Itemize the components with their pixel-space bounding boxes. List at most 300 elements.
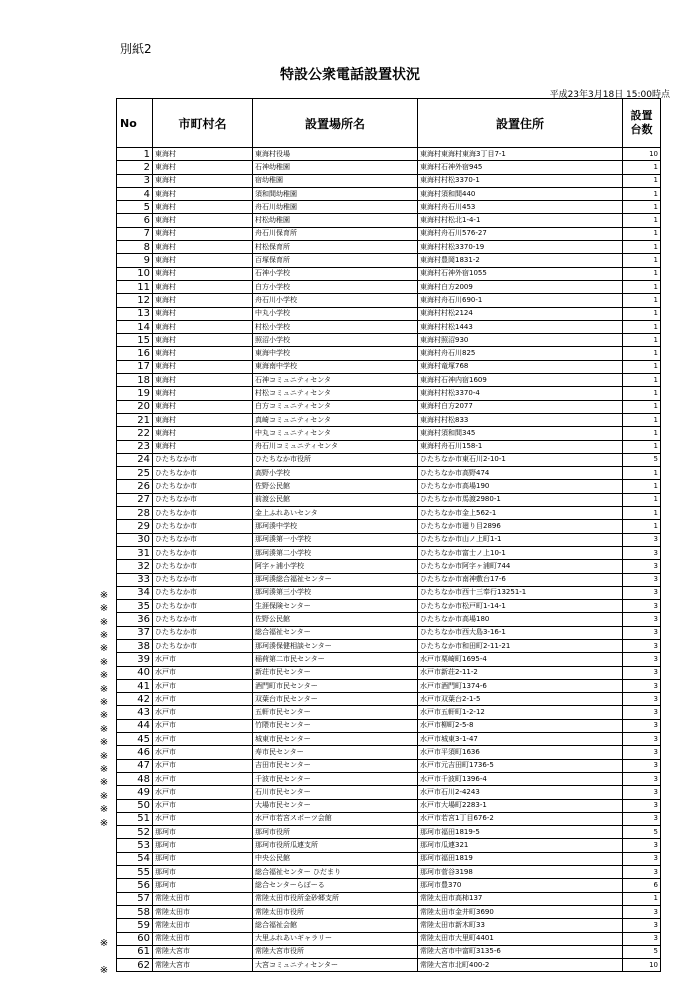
row-address: ひたちなか市西十三奉行13251-1 [418, 586, 623, 599]
row-municipality: 東海村 [153, 187, 253, 200]
row-location: 大宮コミュニティセンター [253, 959, 418, 972]
row-location: 五軒市民センター [253, 706, 418, 719]
row-note-mark [95, 308, 113, 321]
row-note-mark [95, 388, 113, 401]
row-count: 1 [623, 347, 661, 360]
table-row [117, 360, 661, 373]
row-note-mark: ※ [99, 763, 109, 775]
row-municipality: 東海村 [153, 280, 253, 293]
table-row [117, 493, 661, 506]
row-note-mark [95, 549, 113, 562]
row-location: 那珂湊中学校 [253, 520, 418, 533]
table-row [117, 719, 661, 732]
table-row [117, 347, 661, 360]
row-municipality: 東海村 [153, 347, 253, 360]
row-count: 1 [623, 214, 661, 227]
row-address: 東海村舟石川825 [418, 347, 623, 360]
row-note-mark: ※ [99, 737, 109, 749]
table-row [117, 467, 661, 480]
row-no: 40 [117, 666, 153, 679]
row-address: 東海村舟石川576-27 [418, 227, 623, 240]
table-row [117, 453, 661, 466]
row-note-mark [95, 428, 113, 441]
row-municipality: 東海村 [153, 201, 253, 214]
row-municipality: 水戸市 [153, 799, 253, 812]
table-row [117, 866, 661, 879]
row-municipality: ひたちなか市 [153, 613, 253, 626]
installation-table [116, 98, 661, 972]
row-count: 1 [623, 440, 661, 453]
row-address: 常陸太田市高柿137 [418, 892, 623, 905]
row-location: 大場市民センター [253, 799, 418, 812]
row-address: ひたちなか市西大島3-16-1 [418, 626, 623, 639]
row-count: 1 [623, 227, 661, 240]
table-row [117, 812, 661, 825]
row-count: 3 [623, 693, 661, 706]
row-count: 1 [623, 307, 661, 320]
row-municipality: 東海村 [153, 374, 253, 387]
row-no: 2 [117, 161, 153, 174]
row-address: 那珂市豊370 [418, 879, 623, 892]
row-address: 東海村豊岡1831-2 [418, 254, 623, 267]
row-address: ひたちなか市高野474 [418, 467, 623, 480]
row-address: 水戸市大場町2283-1 [418, 799, 623, 812]
table-row [117, 932, 661, 945]
row-municipality: 東海村 [153, 360, 253, 373]
table-row [117, 706, 661, 719]
row-note-mark [95, 227, 113, 240]
row-count: 3 [623, 613, 661, 626]
row-location: 舟石川幼稚園 [253, 201, 418, 214]
header-no: No [117, 99, 153, 148]
row-municipality: 水戸市 [153, 653, 253, 666]
row-note-mark [95, 361, 113, 374]
row-note-mark [95, 415, 113, 428]
row-no: 19 [117, 387, 153, 400]
row-count: 3 [623, 653, 661, 666]
row-count: 1 [623, 294, 661, 307]
row-location: 前渡公民館 [253, 493, 418, 506]
row-count: 1 [623, 187, 661, 200]
row-address: 那珂市福田1819-5 [418, 826, 623, 839]
row-count: 1 [623, 280, 661, 293]
row-municipality: 水戸市 [153, 746, 253, 759]
row-address: ひたちなか市高場190 [418, 480, 623, 493]
row-note-mark [95, 254, 113, 267]
row-no: 30 [117, 533, 153, 546]
row-municipality: 東海村 [153, 214, 253, 227]
row-municipality: 東海村 [153, 267, 253, 280]
row-address: ひたちなか市東石川2-10-1 [418, 453, 623, 466]
row-address: 那珂市福田1819 [418, 852, 623, 865]
table-row [117, 387, 661, 400]
table-row [117, 679, 661, 692]
row-municipality: 那珂市 [153, 852, 253, 865]
row-location: 村松保育所 [253, 241, 418, 254]
row-note-mark [95, 160, 113, 173]
row-municipality: 水戸市 [153, 733, 253, 746]
row-municipality: ひたちなか市 [153, 600, 253, 613]
row-no: 33 [117, 573, 153, 586]
row-no: 21 [117, 413, 153, 426]
row-count: 3 [623, 919, 661, 932]
row-location: 生涯保険センター [253, 600, 418, 613]
table-row [117, 826, 661, 839]
table-row [117, 905, 661, 918]
row-no: 35 [117, 600, 153, 613]
row-location: 石神小学校 [253, 267, 418, 280]
table-row [117, 214, 661, 227]
row-note-mark [95, 522, 113, 535]
row-address: 水戸市城東3-1-47 [418, 733, 623, 746]
row-count: 1 [623, 334, 661, 347]
row-no: 56 [117, 879, 153, 892]
row-location: 百塚保育所 [253, 254, 418, 267]
row-no: 34 [117, 586, 153, 599]
table-row [117, 786, 661, 799]
row-address: 東海村東海村東海3丁目7-1 [418, 148, 623, 161]
row-municipality: 水戸市 [153, 679, 253, 692]
row-address: 東海村村松3370-19 [418, 241, 623, 254]
table-row [117, 919, 661, 932]
row-note-mark [95, 830, 113, 843]
row-note-mark [95, 924, 113, 937]
table-row [117, 520, 661, 533]
row-municipality: 常陸太田市 [153, 919, 253, 932]
row-address: 東海村石神内宿1609 [418, 374, 623, 387]
row-no: 62 [117, 959, 153, 972]
table-row [117, 427, 661, 440]
row-count: 3 [623, 786, 661, 799]
table-row [117, 174, 661, 187]
row-no: 28 [117, 507, 153, 520]
table-row [117, 892, 661, 905]
row-municipality: 東海村 [153, 400, 253, 413]
row-municipality: 那珂市 [153, 879, 253, 892]
row-address: 水戸市若宮1丁目676-2 [418, 812, 623, 825]
row-location: 東海村役場 [253, 148, 418, 161]
row-no: 53 [117, 839, 153, 852]
row-count: 1 [623, 480, 661, 493]
row-address: 東海村舟石川158-1 [418, 440, 623, 453]
row-municipality: ひたちなか市 [153, 533, 253, 546]
row-no: 36 [117, 613, 153, 626]
header-address: 設置住所 [418, 99, 623, 148]
row-location: 那珂湊第二小学校 [253, 546, 418, 559]
row-location: 村松コミュニティセンタ [253, 387, 418, 400]
row-municipality: 東海村 [153, 227, 253, 240]
row-municipality: 東海村 [153, 427, 253, 440]
row-note-mark [95, 843, 113, 856]
row-municipality: 水戸市 [153, 812, 253, 825]
row-note-mark: ※ [99, 643, 109, 655]
row-location: 双葉台市民センター [253, 693, 418, 706]
row-municipality: ひたちなか市 [153, 480, 253, 493]
row-location: 舟石川保育所 [253, 227, 418, 240]
row-address: 東海村照沼930 [418, 334, 623, 347]
row-no: 7 [117, 227, 153, 240]
row-note-mark [95, 375, 113, 388]
row-address: 東海村村松北1-4-1 [418, 214, 623, 227]
table-row [117, 586, 661, 599]
row-location: 村松小学校 [253, 320, 418, 333]
row-location: 中央公民館 [253, 852, 418, 865]
row-location: 千波市民センター [253, 772, 418, 785]
row-no: 42 [117, 693, 153, 706]
table-row [117, 546, 661, 559]
row-count: 3 [623, 852, 661, 865]
row-location: 城東市民センター [253, 733, 418, 746]
header-count-line2: 台数 [630, 123, 653, 136]
row-no: 27 [117, 493, 153, 506]
row-note-mark [95, 201, 113, 214]
row-no: 44 [117, 719, 153, 732]
header-municipality: 市町村名 [153, 99, 253, 148]
row-location: 阿字ヶ浦小学校 [253, 560, 418, 573]
row-address: 水戸市千波町1396-4 [418, 772, 623, 785]
row-note-mark: ※ [99, 938, 109, 950]
row-count: 3 [623, 866, 661, 879]
row-location: 金上ふれあいセンタ [253, 507, 418, 520]
row-note-mark: ※ [99, 670, 109, 682]
row-no: 15 [117, 334, 153, 347]
row-no: 50 [117, 799, 153, 812]
row-location: 総合センターらぽーる [253, 879, 418, 892]
row-no: 57 [117, 892, 153, 905]
row-location: 新荘市民センター [253, 666, 418, 679]
table-row [117, 759, 661, 772]
row-address: 東海村竜塚768 [418, 360, 623, 373]
table-row [117, 187, 661, 200]
row-address: 那珂市瓜連321 [418, 839, 623, 852]
row-municipality: 常陸太田市 [153, 932, 253, 945]
row-note-mark: ※ [99, 777, 109, 789]
row-municipality: 東海村 [153, 294, 253, 307]
row-count: 3 [623, 839, 661, 852]
table-row [117, 533, 661, 546]
row-municipality: ひたちなか市 [153, 586, 253, 599]
row-address: 那珂市菅谷3198 [418, 866, 623, 879]
row-municipality: 東海村 [153, 161, 253, 174]
row-no: 31 [117, 546, 153, 559]
row-note-mark: ※ [99, 697, 109, 709]
row-municipality: ひたちなか市 [153, 626, 253, 639]
row-note-mark: ※ [99, 964, 109, 976]
row-note-mark: ※ [99, 603, 109, 615]
row-no: 45 [117, 733, 153, 746]
row-no: 10 [117, 267, 153, 280]
row-location: 東海南中学校 [253, 360, 418, 373]
row-location: 寿市民センター [253, 746, 418, 759]
row-address: 東海村須和間440 [418, 187, 623, 200]
page-title: 特設公衆電話設置状況 [280, 67, 420, 83]
row-municipality: ひたちなか市 [153, 639, 253, 652]
table-row [117, 852, 661, 865]
row-note-mark [95, 897, 113, 910]
row-no: 8 [117, 241, 153, 254]
row-count: 3 [623, 679, 661, 692]
row-count: 1 [623, 360, 661, 373]
row-location: 石川市民センター [253, 786, 418, 799]
row-location: 酒門町市民センター [253, 679, 418, 692]
row-note-mark [95, 857, 113, 870]
row-address: 常陸太田市新木町33 [418, 919, 623, 932]
row-count: 1 [623, 161, 661, 174]
table-row [117, 600, 661, 613]
row-address: 水戸市柳町2-5-8 [418, 719, 623, 732]
row-location: 那珂湊第三小学校 [253, 586, 418, 599]
row-no: 14 [117, 320, 153, 333]
table-row [117, 440, 661, 453]
row-count: 5 [623, 453, 661, 466]
row-note-mark: ※ [99, 683, 109, 695]
row-note-mark [95, 495, 113, 508]
row-address: ひたちなか市金上562-1 [418, 507, 623, 520]
row-note-mark: ※ [99, 790, 109, 802]
row-address: ひたちなか市南神敷台17-6 [418, 573, 623, 586]
row-count: 1 [623, 520, 661, 533]
row-municipality: 東海村 [153, 174, 253, 187]
row-count: 1 [623, 320, 661, 333]
row-no: 49 [117, 786, 153, 799]
table-row [117, 413, 661, 426]
row-count: 3 [623, 932, 661, 945]
row-count: 10 [623, 959, 661, 972]
row-no: 17 [117, 360, 153, 373]
row-note-mark [95, 535, 113, 548]
row-address: 水戸市元吉田町1736-5 [418, 759, 623, 772]
row-no: 6 [117, 214, 153, 227]
as-of-date: 平成23年3月18日 15:00時点 [549, 90, 670, 100]
row-count: 1 [623, 507, 661, 520]
row-municipality: ひたちなか市 [153, 546, 253, 559]
attachment-label: 別紙2 [120, 42, 152, 56]
row-address: 東海村白方2009 [418, 280, 623, 293]
row-location: 総合福祉センター ひだまり [253, 866, 418, 879]
row-location: 石神幼稚園 [253, 161, 418, 174]
row-count: 3 [623, 905, 661, 918]
row-municipality: 常陸太田市 [153, 892, 253, 905]
row-location: 白方小学校 [253, 280, 418, 293]
row-note-mark: ※ [99, 723, 109, 735]
row-location: 石神コミュニティセンタ [253, 374, 418, 387]
row-location: ひたちなか市役所 [253, 453, 418, 466]
row-no: 48 [117, 772, 153, 785]
row-municipality: 水戸市 [153, 786, 253, 799]
row-count: 6 [623, 879, 661, 892]
row-municipality: 水戸市 [153, 759, 253, 772]
row-no: 18 [117, 374, 153, 387]
row-count: 3 [623, 719, 661, 732]
row-note-mark [95, 562, 113, 575]
row-municipality: ひたちなか市 [153, 560, 253, 573]
row-location: 中丸小学校 [253, 307, 418, 320]
table-row [117, 254, 661, 267]
table-row [117, 839, 661, 852]
table-row [117, 400, 661, 413]
row-no: 5 [117, 201, 153, 214]
row-address: ひたちなか市阿字ヶ浦町744 [418, 560, 623, 573]
row-location: 東海中学校 [253, 347, 418, 360]
table-row [117, 560, 661, 573]
row-address: 東海村村松3370-4 [418, 387, 623, 400]
row-count: 3 [623, 639, 661, 652]
row-note-mark [95, 214, 113, 227]
row-count: 3 [623, 706, 661, 719]
row-count: 1 [623, 493, 661, 506]
row-location: 舟石川小学校 [253, 294, 418, 307]
row-count: 1 [623, 413, 661, 426]
row-note-mark [95, 509, 113, 522]
row-note-mark [95, 321, 113, 334]
row-location: 舟石川コミュニティセンタ [253, 440, 418, 453]
table-row [117, 573, 661, 586]
table-row [117, 241, 661, 254]
row-note-mark [95, 883, 113, 896]
row-address: 水戸市平須町1636 [418, 746, 623, 759]
row-no: 24 [117, 453, 153, 466]
row-address: 水戸市新荘2-11-2 [418, 666, 623, 679]
row-count: 3 [623, 546, 661, 559]
row-municipality: 東海村 [153, 440, 253, 453]
row-location: 総合福祉会館 [253, 919, 418, 932]
row-note-mark: ※ [99, 804, 109, 816]
table-row [117, 799, 661, 812]
row-address: ひたちなか市廻り目2896 [418, 520, 623, 533]
row-municipality: 水戸市 [153, 693, 253, 706]
row-location: 那珂湊総合福祉センター [253, 573, 418, 586]
row-municipality: 東海村 [153, 387, 253, 400]
table-row [117, 161, 661, 174]
row-location: 那珂市役所瓜連支所 [253, 839, 418, 852]
row-note-mark [95, 281, 113, 294]
row-address: 東海村石神外宿945 [418, 161, 623, 174]
row-note-mark [95, 950, 113, 963]
row-count: 1 [623, 267, 661, 280]
row-count: 1 [623, 400, 661, 413]
row-no: 13 [117, 307, 153, 320]
header-count-line1: 設置 [630, 109, 653, 122]
row-location: 竹隈市民センター [253, 719, 418, 732]
row-municipality: 那珂市 [153, 839, 253, 852]
row-note-mark [95, 576, 113, 589]
row-no: 46 [117, 746, 153, 759]
row-address: 常陸大宮市中富町3135-6 [418, 945, 623, 958]
row-location: 那珂湊第一小学校 [253, 533, 418, 546]
row-no: 22 [117, 427, 153, 440]
row-count: 3 [623, 573, 661, 586]
table-row [117, 746, 661, 759]
row-note-mark: ※ [99, 710, 109, 722]
row-count: 1 [623, 374, 661, 387]
row-count: 1 [623, 467, 661, 480]
row-location: 村松幼稚園 [253, 214, 418, 227]
row-municipality: 常陸太田市 [153, 905, 253, 918]
row-municipality: ひたちなか市 [153, 467, 253, 480]
row-municipality: 東海村 [153, 241, 253, 254]
row-municipality: 東海村 [153, 148, 253, 161]
row-location: 吉田市民センター [253, 759, 418, 772]
row-count: 3 [623, 560, 661, 573]
table-row [117, 201, 661, 214]
table-row [117, 320, 661, 333]
row-no: 16 [117, 347, 153, 360]
header-count [623, 99, 661, 148]
row-address: 常陸大宮市北町400-2 [418, 959, 623, 972]
row-location: 佐野公民館 [253, 613, 418, 626]
row-no: 61 [117, 945, 153, 958]
row-address: ひたちなか市馬渡2980-1 [418, 493, 623, 506]
